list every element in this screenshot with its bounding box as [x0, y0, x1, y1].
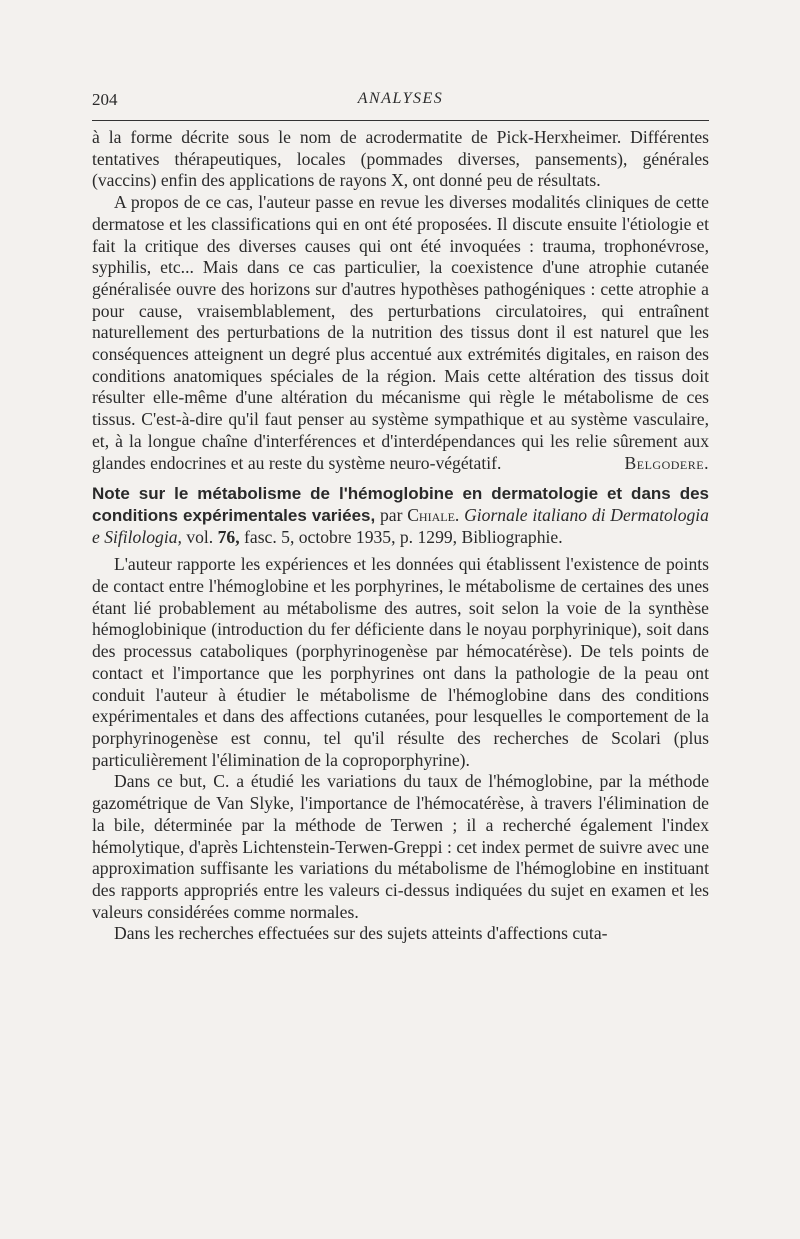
paragraph: A propos de ce cas, l'auteur passe en revue les diverses modalités cliniques de cette dermatose et les classifications qui en ont été proposées. Il discute ensuite l'étiologie et fait la critique des diverses causes qui ont été invoquées : trauma, trophonévrose, syphilis, etc... Mais dans ce cas particulier, la coexistence d'une atrophie cutanée généralisée ouvre des horizons sur d'autres hypothèses pathogéniques : cette atrophie a pour cause, vraisemblablement, des perturbations circulatoires, qui entraînent naturellement des perturbations de la nutrition des tissus dont il est naturel que les conséquences atteignent un degré plus accentué aux extrémités digitales, en raison des conditions anatomiques spéciales de la région. Mais cette altération des tissus doit résulter elle-même d'une altération du mécanisme qui règle le métabolisme de ces tissus. C'est-à-dire qu'il faut penser au système sympathique et au système vasculaire, et, à la longue chaîne d'interférences et d'interdépendances qui les relie sûrement aux glandes endocrines et au reste du système neuro-végétatif. Belgodere. [92, 192, 709, 473]
book-page [92, 88, 709, 945]
note-title: Note sur le métabolisme de l'hémoglobine en dermatologie et dans des conditions expérimentales variées, [92, 484, 709, 525]
volume-number: 76, [217, 526, 240, 547]
volume-prefix: vol. [186, 526, 214, 547]
journal-name: Giornale italiano di Dermatologia e Sifilologia, [92, 504, 709, 547]
page-number: 204 [92, 90, 118, 109]
paragraph: L'auteur rapporte les expériences et les données qui établissent l'existence de points de contact entre l'hémoglobine et les porphyrines, le métabolisme de certaines des unes étant lié probablement au métabolisme des autres, soit selon la voie de la synthèse hémoglobinique (introduction du fer déficiente dans le noyau porphyrinique), soit dans des processus cataboliques (porphyrinogenèse par hémocatérèse). De tels points de contact et l'importance que les porphyrines ont dans la pathologie de la peau ont conduit l'auteur à étudier le métabolisme de l'hémoglobine dans des conditions expérimentales et dans des affections cutanées, pour lesquelles le comportement de la porphyrinogenèse est connu, tel qu'il résulte des recherches de Scolari (plus particulièrement l'élimination de la coproporphyrine). [92, 554, 709, 770]
par-word: par [379, 504, 403, 525]
paragraph: à la forme décrite sous le nom de acrodermatite de Pick-Herxheimer. Différentes tentatives thérapeutiques, locales (pommades diverses, pansements), générales (vaccins) enfin des applications de rayons X, ont donné peu de résultats. [92, 127, 709, 191]
note-body [92, 554, 709, 945]
page-header [92, 88, 709, 114]
paragraph: Dans ce but, C. a étudié les variations du taux de l'hémoglobine, par la méthode gazométrique de Van Slyke, l'importance de l'hémocatérèse, à travers l'élimination de la bile, déterminée par la méthode de Terwen ; il a recherché également l'index hémolytique, d'après Lichtenstein-Terwen-Greppi : cet index permet de suivre avec une approximation suffisante les variations du métabolisme de l'hémoglobine en instituant des rapports appropriés entre les valeurs ci-dessus indiquées du sujet en examen et les valeurs considérées comme normales. [92, 771, 709, 922]
citation-details: fasc. 5, octobre 1935, p. 1299, Bibliographie. [244, 526, 563, 547]
previous-article-text [92, 127, 709, 474]
note-heading [92, 483, 709, 548]
running-head: ANALYSES [357, 90, 444, 107]
author-signature: Belgodere. [624, 452, 709, 473]
header-rule [92, 120, 709, 121]
note-author: Chiale. [407, 504, 460, 525]
paragraph: Dans les recherches effectuées sur des sujets atteints d'affections cuta- [114, 923, 608, 944]
